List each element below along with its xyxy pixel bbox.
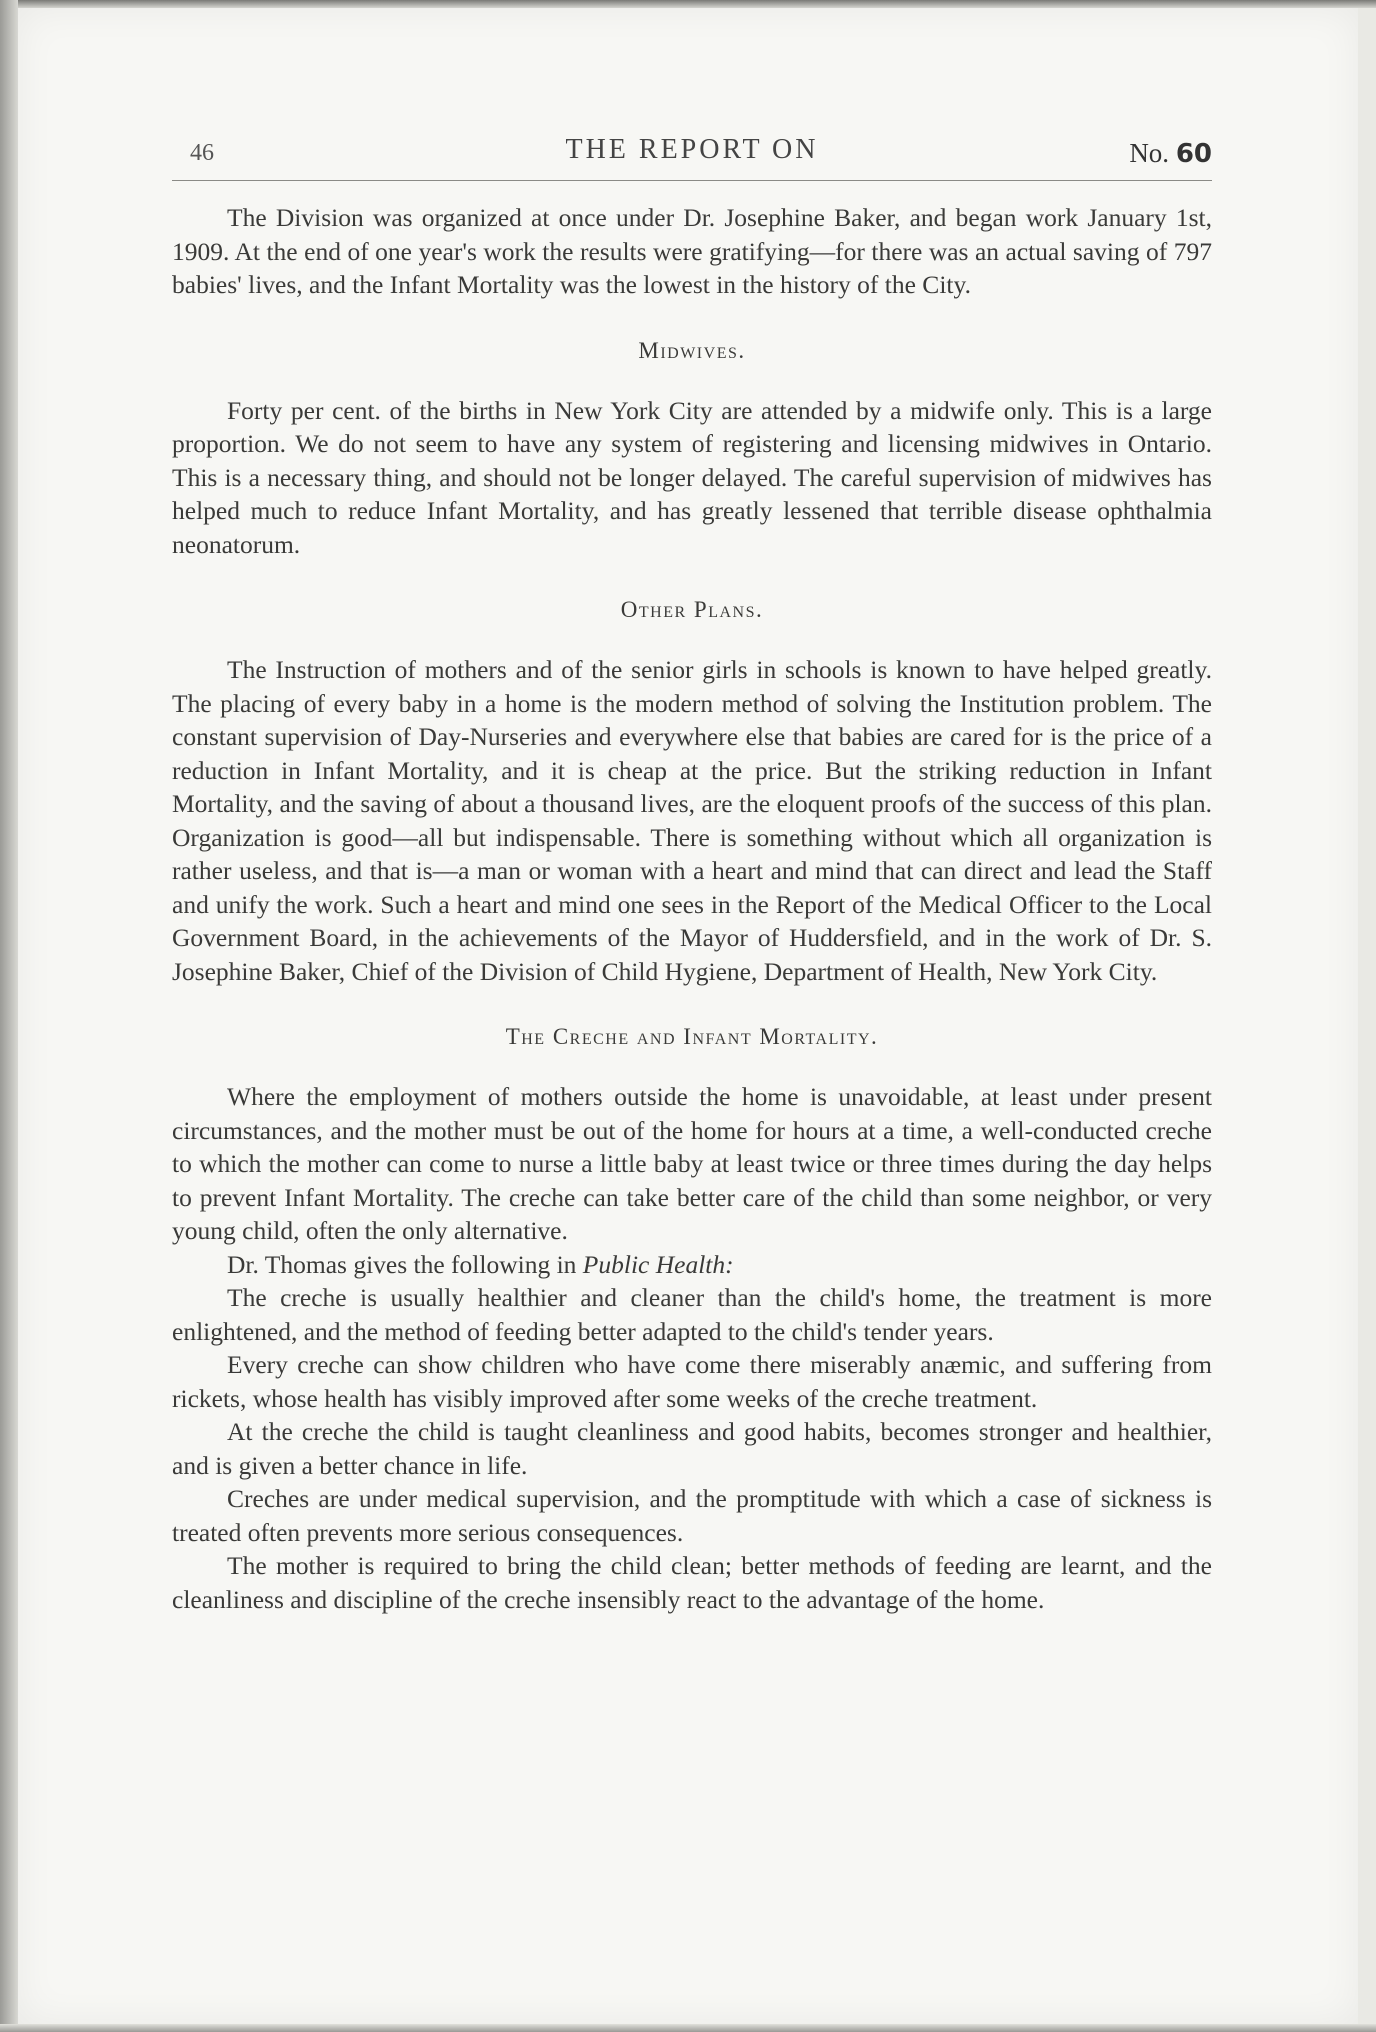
heading-midwives: Midwives.: [638, 337, 746, 363]
paragraph-division: The Division was organized at once under Dr. Josephine Baker, and began work January 1st, 1909. At the end of one year's work the results were gratifying—for there was an actual saving of 797 babies' lives, and the Infant Mortality was the lowest in the history of the City.: [172, 203, 1212, 299]
paragraph-midwives: Forty per cent. of the births in New York City are attended by a midwife only. This is a large proportion. We do not seem to have any system of registering and licensing midwives in Ontario. This is a necessary thing, and should not be longer delayed. The careful supervision of midwives has helped much to reduce Infant Mortality, and has greatly lessened that terrible disease ophthalmia neonatorum.: [172, 395, 1212, 559]
paragraph-quote-anaemic: Every creche can show children who have come there miserably anæmic, and suffering from rickets, whose health has visibly improved after some weeks of the creche treatment.: [172, 1350, 1212, 1413]
running-header: [172, 128, 1212, 181]
scan-edge-left: [0, 0, 18, 2032]
paragraph-creche-intro: Where the employment of mothers outside the home is unavoidable, at least under present circumstances, and the mother must be out of the home for hours at a time, a well-conducted creche to which the mother can come to nurse a little baby at least twice or three times during the day helps to prevent Infant Mortality. The creche can take better care of the child than some neighbor, or very young child, often the only alternative.: [172, 1082, 1212, 1245]
heading-other-plans: Other Plans.: [620, 597, 764, 622]
report-number: [1129, 138, 1212, 169]
paragraph-dr-thomas: [172, 1248, 1212, 1282]
scan-edge-top: [0, 0, 1376, 8]
paragraph-quote-supervision: Creches are under medical supervision, and the promptitude with which a case of sickness is treated often prevents more serious consequences.: [172, 1484, 1212, 1547]
scan-edge-bottom: [0, 2024, 1376, 2032]
paragraph-other-plans: The Instruction of mothers and of the senior girls in schools is known to have helped greatly. The placing of every baby in a home is the modern method of solving the Institution problem. The constant supervision of Day-Nurseries and everywhere else that babies are cared for is the price of a reduction in Infant Mortality, and it is cheap at the price. But the striking reduction in Infant Mortality, and the saving of about a thousand lives, are the eloquent proofs of the success of this plan. Organization is good—all but indispensable. There is something without which all organization is rather useless, and that is—a man or woman with a heart and mind that can direct and lead the Staff and unify the work. Such a heart and mind one sees in the Report of the Medical Officer to the Local Government Board, in the achievements of the Mayor of Huddersfield, and in the work of Dr. S. Josephine Baker, Chief of the Division of Child Hygiene, Department of Health, New York City.: [172, 655, 1212, 986]
running-title: THE REPORT ON: [565, 134, 819, 165]
source-public-health: Public Health:: [582, 1249, 734, 1279]
dr-thomas-lead: Dr. Thomas gives the following in: [227, 1249, 583, 1279]
report-number-prefix: No.: [1129, 138, 1170, 168]
page-number: 46: [190, 140, 214, 166]
paragraph-quote-healthier: The creche is usually healthier and cleaner than the child's home, the treatment is more enlightened, and the method of feeding better adapted to the child's tender years.: [172, 1283, 1212, 1346]
report-number-value: 60: [1175, 139, 1212, 169]
heading-creche: The Creche and Infant Mortality.: [505, 1024, 879, 1049]
paragraph-quote-mother: The mother is required to bring the child clean; better methods of feeding are learnt, and the cleanliness and discipline of the creche insensibly react to the advantage of the home.: [172, 1551, 1212, 1614]
paragraph-quote-cleanliness: At the creche the child is taught cleanliness and good habits, becomes stronger and healthier, and is given a better chance in life.: [172, 1417, 1212, 1480]
page-content: [172, 128, 1212, 1616]
